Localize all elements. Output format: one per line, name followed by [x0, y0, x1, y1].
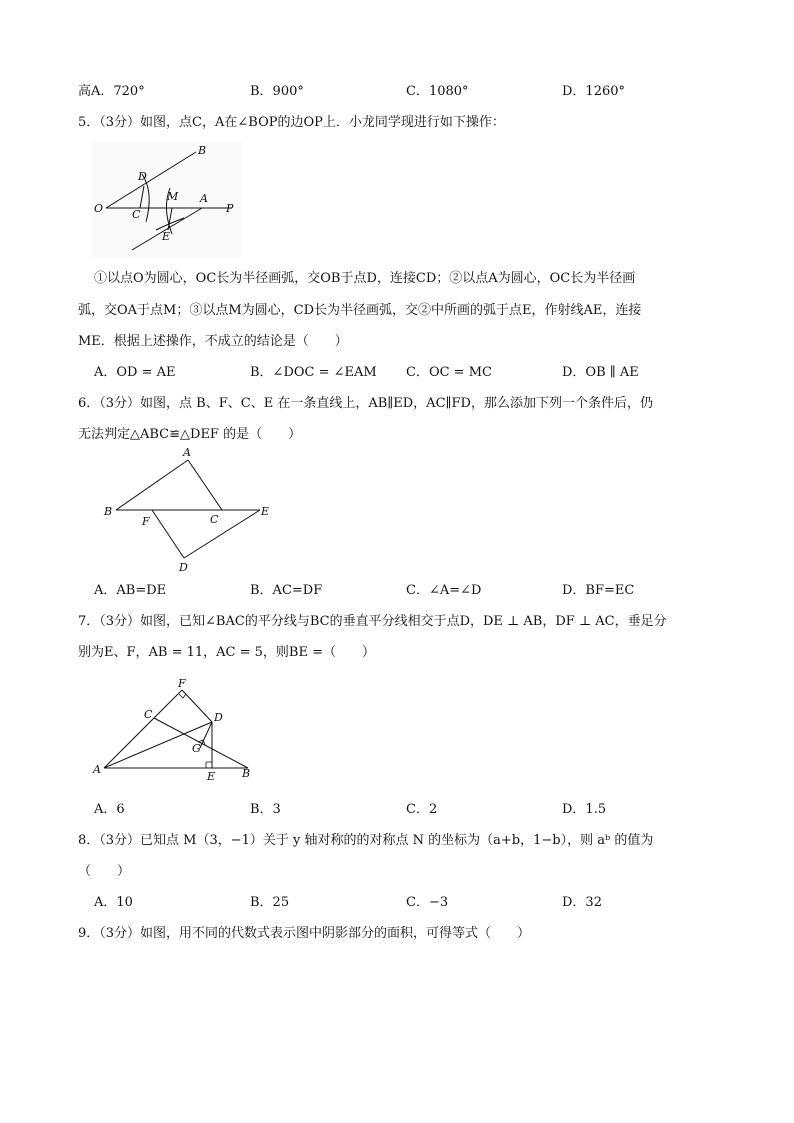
q5-label-m: M	[167, 190, 179, 203]
q5-label-c: C	[132, 208, 141, 221]
q6-option-a[interactable]: A．AB=DE	[94, 583, 167, 598]
q7-label-c: C	[144, 708, 153, 721]
q8-stem-2: （ ）	[78, 864, 131, 879]
q7-line-af	[104, 690, 182, 768]
q7-label-a: A	[93, 763, 101, 776]
q6-label-d: D	[179, 561, 188, 574]
q5-option-d[interactable]: D．OB ∥ AE	[562, 365, 639, 380]
q7-right-angle-f	[179, 694, 186, 698]
q7-right-angle-e	[206, 762, 212, 768]
q7-segment-fd	[182, 690, 212, 722]
q4-option-c[interactable]: C．1080°	[406, 84, 469, 99]
q8-stem-1: 8．（3分）已知点 M（3，−1）关于 y 轴对称的的对称点 N 的坐标为（a+b，1−b），则 aᵇ 的值为	[78, 833, 654, 848]
q6-stem-2: 无法判定△ABC≌△DEF 的是（ ）	[78, 427, 302, 442]
q8-option-a[interactable]: A．10	[94, 895, 133, 910]
q6-label-c: C	[210, 513, 219, 526]
q6-label-f: F	[142, 515, 150, 528]
q7-label-g: G	[192, 742, 201, 755]
q5-options	[94, 364, 734, 382]
q5-option-b[interactable]: B．∠DOC = ∠EAM	[250, 365, 377, 380]
q7-options	[94, 801, 734, 819]
q5-option-c[interactable]: C．OC = MC	[406, 365, 492, 380]
q8-option-c[interactable]: C．−3	[406, 895, 449, 910]
q4-options	[78, 83, 718, 101]
q5-figure	[92, 142, 242, 257]
q5-label-p: P	[226, 202, 234, 215]
q7-option-b[interactable]: B．3	[250, 802, 281, 817]
q6-segment-ac	[188, 460, 222, 510]
q6-segment-fd	[152, 510, 184, 558]
q7-label-e: E	[207, 770, 216, 783]
q8-options	[94, 894, 734, 912]
q6-figure	[98, 444, 278, 576]
q5-option-a[interactable]: A．OD = AE	[94, 365, 176, 380]
q5-label-o: O	[94, 202, 104, 215]
q8-option-d[interactable]: D．32	[562, 895, 602, 910]
q5-label-d: D	[138, 170, 147, 183]
q4-option-b[interactable]: B．900°	[250, 84, 304, 99]
q7-option-d[interactable]: D．1.5	[562, 802, 607, 817]
q7-stem-2: 别为E、F，AB = 11，AC = 5，则BE =（ ）	[78, 645, 375, 660]
q6-options	[94, 582, 734, 600]
q6-segment-de	[184, 510, 260, 558]
q5-label-b: B	[198, 144, 207, 157]
q7-figure	[90, 676, 260, 786]
q6-segment-ab	[116, 460, 188, 510]
q5-label-e: E	[162, 230, 171, 243]
q5-label-a: A	[200, 192, 208, 205]
q6-label-b: B	[104, 505, 113, 518]
q9-stem: 9．（3分）如图，用不同的代数式表示图中阴影部分的面积，可得等式（ ）	[78, 926, 531, 941]
q6-option-d[interactable]: D．BF=EC	[562, 583, 635, 598]
q5-body-2: 弧，交OA于点M；③以点M为圆心，CD长为半径画弧，交②中所画的弧于点E，作射线AE，连接	[78, 303, 642, 318]
q6-stem-1: 6．（3分）如图，点 B、F、C、E 在一条直线上，AB∥ED，AC∥FD，那么添加下列一个条件后，仍	[78, 396, 653, 411]
q5-body-1: ①以点O为圆心，OC长为半径画弧，交OB于点D，连接CD；②以点A为圆心，OC长为半径画	[94, 271, 636, 286]
q4-option-a[interactable]: 高A．720°	[78, 84, 145, 99]
q7-label-f: F	[178, 677, 186, 690]
q7-option-c[interactable]: C．2	[406, 802, 438, 817]
q6-option-c[interactable]: C．∠A=∠D	[406, 583, 482, 598]
q6-label-e: E	[261, 505, 270, 518]
q6-label-a: A	[183, 446, 191, 459]
q5-stem: 5．（3分）如图，点C，A在∠BOP的边OP上．小龙同学现进行如下操作：	[78, 115, 505, 130]
q7-segment-cb	[154, 718, 248, 768]
q8-option-b[interactable]: B．25	[250, 895, 290, 910]
q6-option-b[interactable]: B．AC=DF	[250, 583, 323, 598]
q5-body-3: ME．根据上述操作，不成立的结论是（ ）	[78, 334, 348, 349]
q7-option-a[interactable]: A．6	[94, 802, 125, 817]
q7-stem-1: 7．（3分）如图，已知∠BAC的平分线与BC的垂直平分线相交于点D，DE ⊥ AB，DF ⊥ AC，垂足分	[78, 614, 667, 629]
q7-label-d: D	[214, 711, 223, 724]
q7-label-b: B	[242, 767, 251, 780]
q4-option-d[interactable]: D．1260°	[562, 84, 626, 99]
